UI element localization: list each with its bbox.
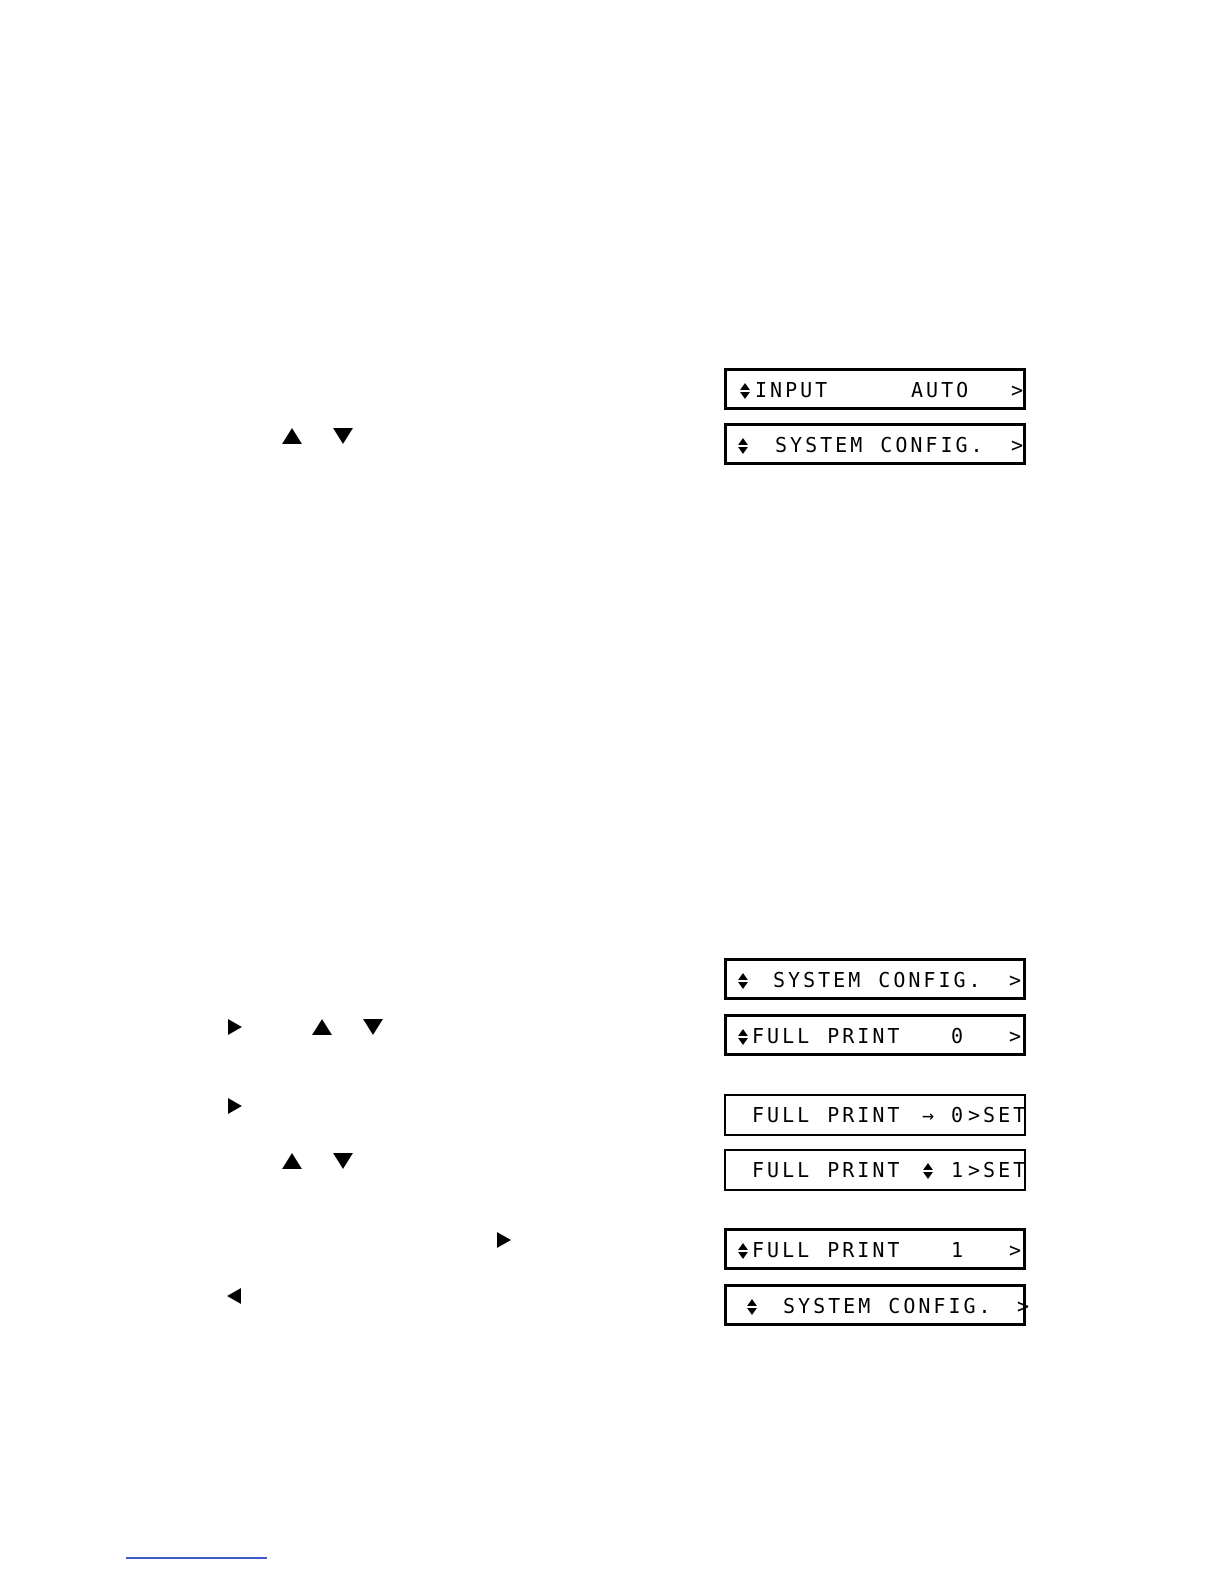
lcd-system-config-display xyxy=(724,958,1026,1000)
lcd-arrow: > xyxy=(1009,1238,1025,1262)
lcd-label: SYSTEM CONFIG. xyxy=(783,1294,994,1318)
up-key-icon xyxy=(312,1019,332,1035)
lcd-label: INPUT xyxy=(755,378,831,402)
lcd-value: 0 xyxy=(951,1024,967,1048)
lcd-label: SYSTEM CONFIG. xyxy=(773,968,984,992)
lcd-label: SYSTEM CONFIG. xyxy=(775,433,986,457)
lcd-arrow: > xyxy=(1009,1024,1025,1048)
left-key-icon xyxy=(227,1288,241,1304)
lcd-full-print-set-display xyxy=(724,1149,1029,1191)
up-down-icon xyxy=(922,1163,934,1179)
lcd-label: FULL PRINT xyxy=(752,1024,903,1048)
up-down-icon xyxy=(737,973,749,989)
lcd-system-config-display xyxy=(724,1284,1033,1326)
lcd-set-label: >SET xyxy=(968,1158,1029,1182)
lcd-value: 0 xyxy=(951,1103,967,1127)
lcd-input-display xyxy=(724,368,1026,410)
lcd-set-label: >SET xyxy=(968,1103,1029,1127)
right-key-icon xyxy=(228,1098,242,1114)
right-key-icon xyxy=(497,1232,511,1248)
lcd-value: AUTO xyxy=(911,378,972,402)
up-down-icon xyxy=(737,1243,749,1259)
lcd-full-print-display xyxy=(724,1014,1026,1056)
lcd-arrow: > xyxy=(1009,968,1025,992)
down-key-icon xyxy=(363,1019,383,1035)
lcd-full-print-set-display xyxy=(724,1094,1029,1136)
up-down-icon xyxy=(739,383,751,399)
up-key-icon xyxy=(282,1153,302,1169)
lcd-system-config-display xyxy=(724,423,1026,465)
down-key-icon xyxy=(333,1153,353,1169)
up-down-icon xyxy=(737,1029,749,1045)
up-key-icon xyxy=(282,428,302,444)
up-down-icon xyxy=(737,438,749,454)
small-right-arrow-icon: → xyxy=(922,1103,935,1127)
footnote-rule xyxy=(126,1557,267,1559)
lcd-value: 1 xyxy=(951,1238,967,1262)
lcd-label: FULL PRINT xyxy=(752,1103,903,1127)
right-key-icon xyxy=(228,1019,242,1035)
lcd-label: FULL PRINT xyxy=(752,1238,903,1262)
down-key-icon xyxy=(333,428,353,444)
lcd-arrow: > xyxy=(1017,1294,1033,1318)
lcd-arrow: > xyxy=(1011,433,1027,457)
lcd-label: FULL PRINT xyxy=(752,1158,903,1182)
lcd-arrow: > xyxy=(1011,378,1027,402)
up-down-icon xyxy=(746,1299,758,1315)
lcd-full-print-display xyxy=(724,1228,1026,1270)
lcd-value: 1 xyxy=(951,1158,967,1182)
